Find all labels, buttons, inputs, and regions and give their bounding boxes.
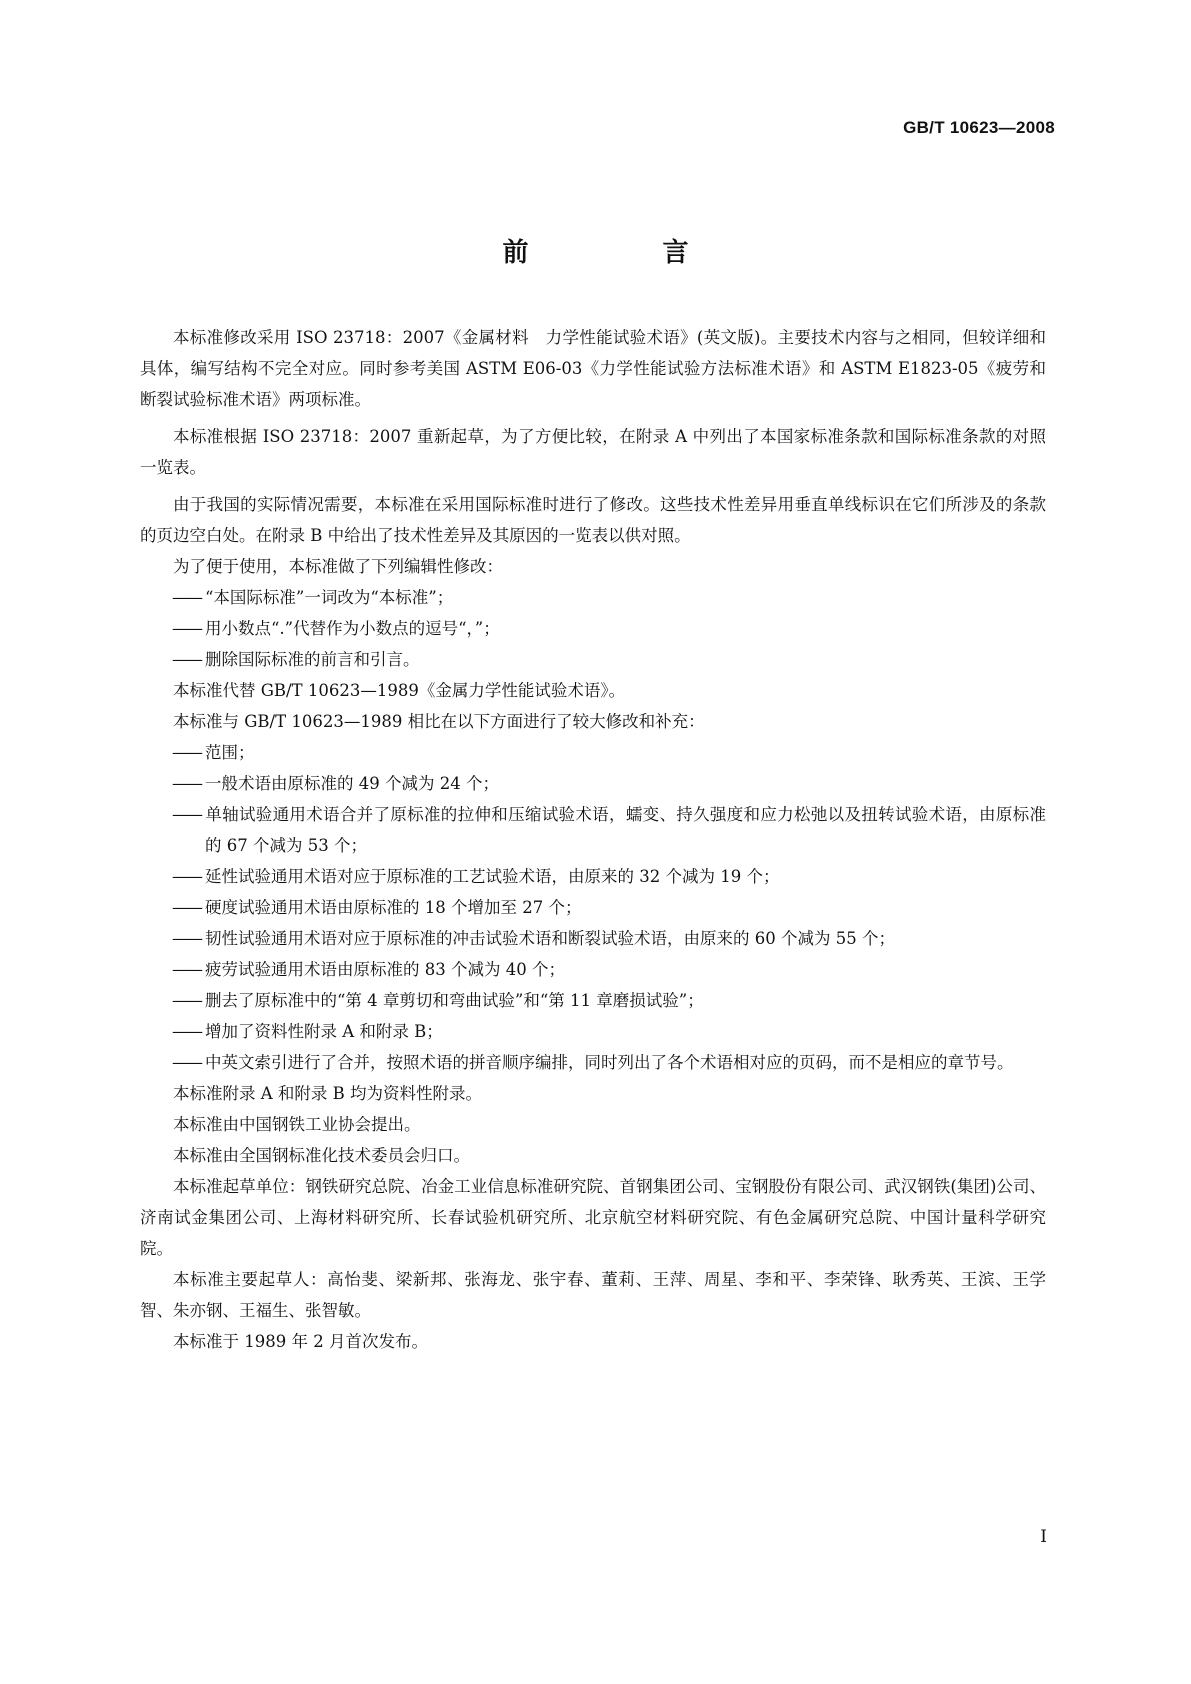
- list-item-text: 一般术语由原标准的 49 个减为 24 个；: [205, 774, 499, 793]
- list-item: [140, 861, 1046, 892]
- list-item: [140, 644, 1046, 675]
- list-item: [140, 892, 1046, 923]
- list-item-text: 范围；: [205, 743, 255, 762]
- list-item-text: “本国际标准”一词改为“本标准”；: [205, 588, 454, 607]
- list-item: [140, 923, 1046, 954]
- page-title: 前 言: [502, 238, 743, 268]
- list-item: [140, 613, 1046, 644]
- list-item: [140, 768, 1046, 799]
- list-item: [140, 737, 1046, 768]
- list-item-text: 延性试验通用术语对应于原标准的工艺试验术语，由原来的 32 个减为 19 个；: [205, 867, 780, 886]
- dash-mark: ——: [172, 991, 201, 1010]
- list-item-text: 疲劳试验通用术语由原标准的 83 个减为 40 个；: [205, 960, 565, 979]
- dash-mark: ——: [172, 805, 201, 824]
- dash-mark: ——: [172, 743, 201, 762]
- paragraph-editorial-intro: 为了便于使用，本标准做了下列编辑性修改：: [173, 557, 503, 576]
- paragraph-replace: 本标准代替 GB/T 10623—1989《金属力学性能试验术语》。: [173, 681, 626, 700]
- dash-mark: ——: [172, 774, 201, 793]
- paragraph-compare-intro: 本标准与 GB/T 10623—1989 相比在以下方面进行了较大修改和补充：: [173, 712, 705, 731]
- paragraph-redraft: 本标准根据 ISO 23718：2007 重新起草，为了方便比较，在附录 A 中列出了本国家标准条款和国际标准条款的对照一览表。: [140, 427, 1046, 477]
- dash-mark: ——: [172, 960, 201, 979]
- list-item: [140, 1016, 1046, 1047]
- paragraph-technical-differences: 由于我国的实际情况需要，本标准在采用国际标准时进行了修改。这些技术性差异用垂直单线标识在它们所涉及的条款的页边空白处。在附录 B 中给出了技术性差异及其原因的一览表以供对照。: [140, 495, 1046, 545]
- list-item: [140, 1047, 1046, 1078]
- list-item: [140, 799, 1046, 861]
- list-item-text: 韧性试验通用术语对应于原标准的冲击试验术语和断裂试验术语，由原来的 60 个减为 55 个；: [205, 929, 895, 948]
- dash-mark: ——: [172, 929, 201, 948]
- dash-mark: ——: [172, 867, 201, 886]
- dash-mark: ——: [172, 588, 201, 607]
- dash-mark: ——: [172, 1053, 201, 1072]
- list-item-text: 中英文索引进行了合并，按照术语的拼音顺序编排，同时列出了各个术语相对应的页码，而不是相应的章节号。: [205, 1053, 1014, 1072]
- list-item-text: 用小数点“.”代替作为小数点的逗号“，”；: [205, 619, 500, 638]
- paragraph-adoption: 本标准修改采用 ISO 23718：2007《金属材料 力学性能试验术语》(英文版)。主要技术内容与之相同，但较详细和具体，编写结构不完全对应。同时参考美国 ASTM E06-03《力学性能试验方法标准术语》和 ASTM E1823-05《疲劳和断裂试验标准术语》两项标准。: [140, 328, 1046, 409]
- list-item: [140, 985, 1046, 1016]
- paragraph-drafting-units: 本标准起草单位：钢铁研究总院、冶金工业信息标准研究院、首钢集团公司、宝钢股份有限公司、武汉钢铁(集团)公司、济南试金集团公司、上海材料研究所、长春试验机研究所、北京航空材料研究院、有色金属研究总院、中国计量科学研究院。: [140, 1177, 1046, 1258]
- paragraph-first-issue: 本标准于 1989 年 2 月首次发布。: [173, 1332, 428, 1351]
- dash-mark: ——: [172, 1022, 201, 1041]
- standard-code: GB/T 10623—2008: [903, 118, 1055, 137]
- list-item-text: 硬度试验通用术语由原标准的 18 个增加至 27 个；: [205, 898, 582, 917]
- list-item-text: 增加了资料性附录 A 和附录 B；: [205, 1022, 443, 1041]
- list-item-text: 删去了原标准中的“第 4 章剪切和弯曲试验”和“第 11 章磨损试验”；: [205, 991, 704, 1010]
- paragraph-committee: 本标准由全国钢标准化技术委员会归口。: [173, 1146, 470, 1165]
- page-number: I: [1040, 1527, 1047, 1547]
- dash-mark: ——: [172, 898, 201, 917]
- list-item-text: 删除国际标准的前言和引言。: [205, 650, 420, 669]
- paragraph-annex-note: 本标准附录 A 和附录 B 均为资料性附录。: [173, 1084, 483, 1103]
- paragraph-proposer: 本标准由中国钢铁工业协会提出。: [173, 1115, 421, 1134]
- list-item: [140, 582, 1046, 613]
- foreword-body: [140, 322, 1046, 1357]
- list-item: [140, 954, 1046, 985]
- dash-mark: ——: [172, 650, 201, 669]
- dash-mark: ——: [172, 619, 201, 638]
- list-item-text: 单轴试验通用术语合并了原标准的拉伸和压缩试验术语，蠕变、持久强度和应力松弛以及扭转试验术语，由原标准的 67 个减为 53 个；: [205, 805, 1046, 855]
- paragraph-drafters: 本标准主要起草人：高怡斐、梁新邦、张海龙、张宇春、董莉、王萍、周星、李和平、李荣锋、耿秀英、王滨、王学智、朱亦钢、王福生、张智敏。: [140, 1270, 1046, 1320]
